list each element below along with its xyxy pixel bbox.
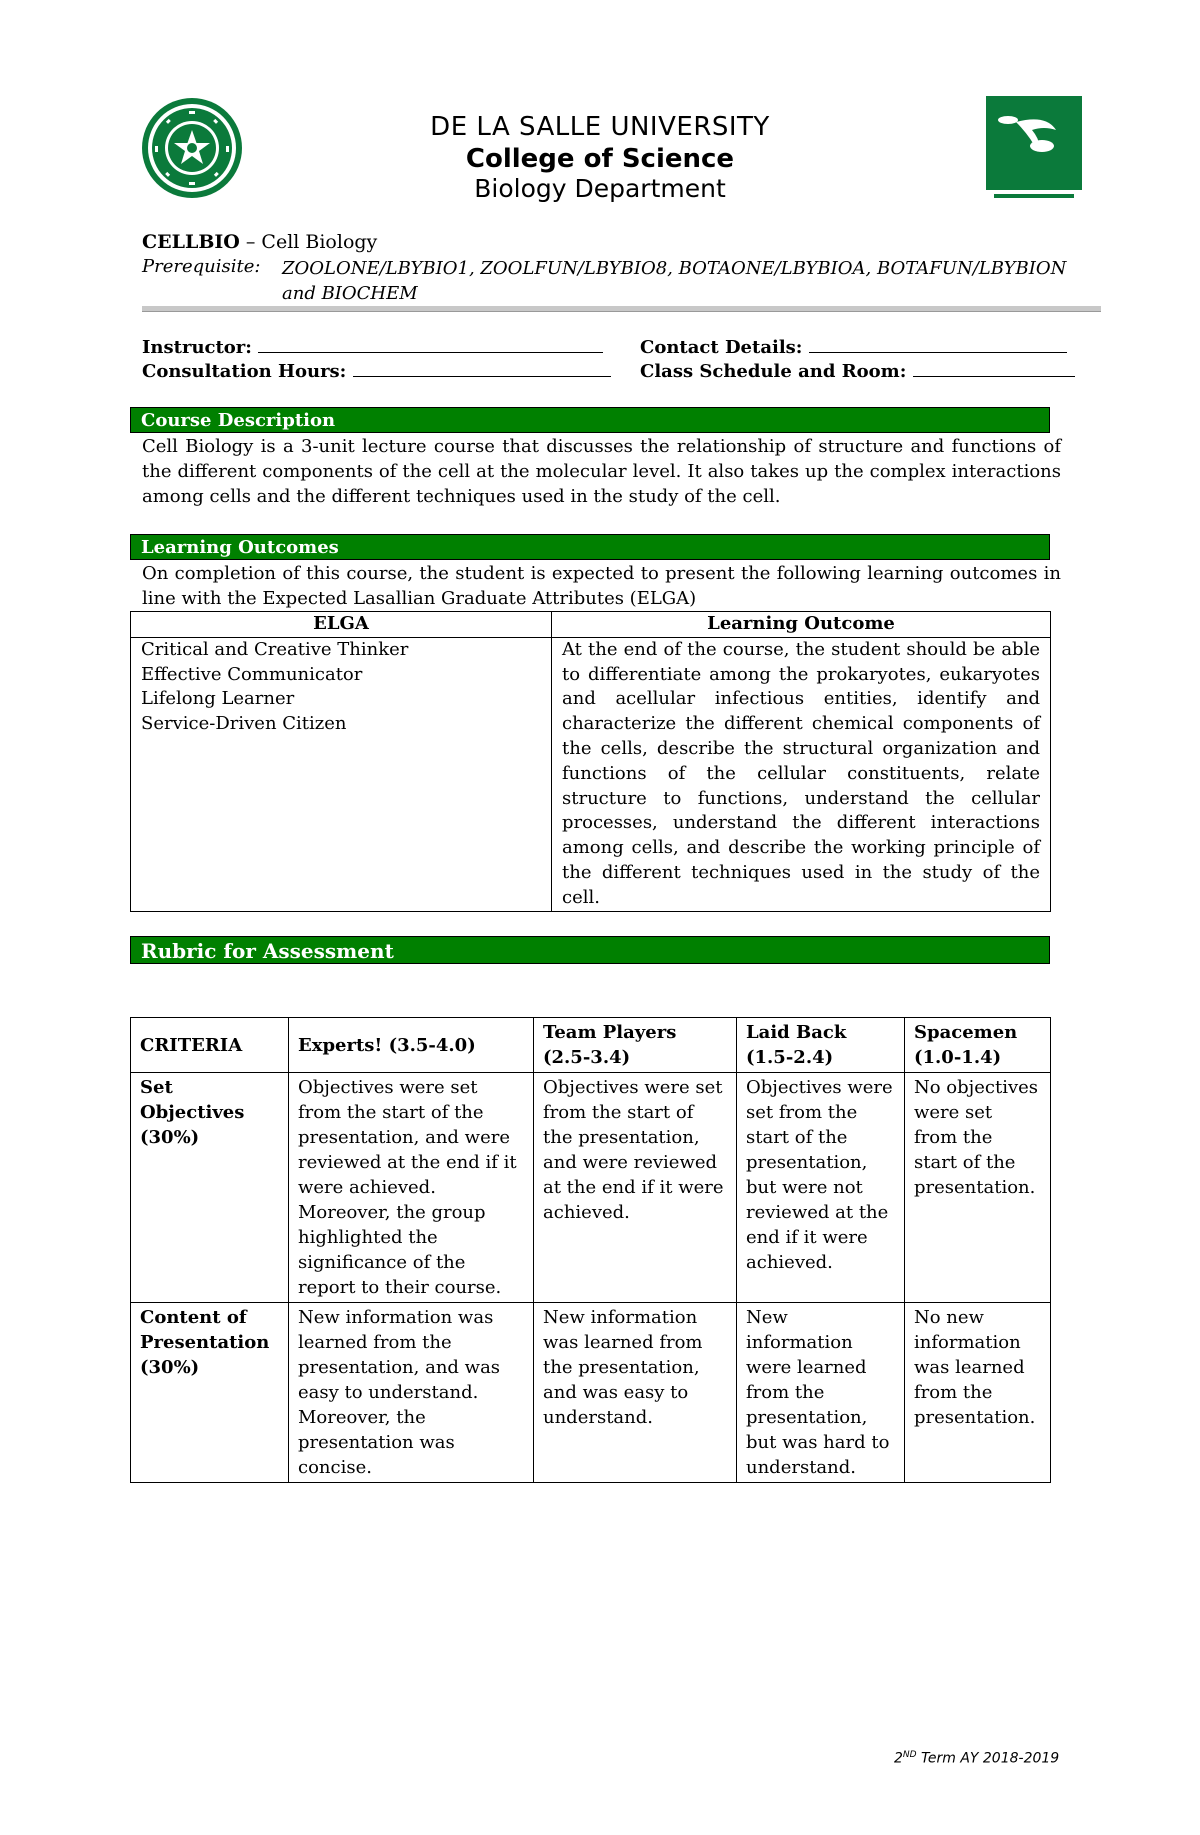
rubric-row-set-objectives [131,1073,1051,1303]
rubric-cell: No objectives were set from the start of the presentation. [905,1073,1051,1303]
term-rest: Term AY 2018-2019 [916,1750,1060,1767]
course-description-heading: Course Description [130,407,1050,433]
course-name: Cell Biology [261,231,378,253]
consultation-label: Consultation Hours: [142,361,347,382]
learning-outcomes-heading: Learning Outcomes [130,534,1050,560]
elga-table [130,611,1051,912]
rubric-header-team-players: Team Players (2.5-3.4) [534,1018,737,1073]
schedule-blank [913,358,1075,377]
department-name: Biology Department [474,174,726,203]
rubric-header-spacemen: Spacemen (1.0-1.4) [905,1018,1051,1073]
term-suffix: ND [902,1750,917,1760]
rubric-header-laid-back: Laid Back (1.5-2.4) [737,1018,905,1073]
elga-item: Critical and Creative Thinker [141,638,409,660]
rubric-cell: Objectives were set from the start of the presentation, but were not reviewed at the end if it were achieved. [737,1073,905,1303]
consultation-field [142,358,611,382]
course-code: CELLBIO [142,231,240,253]
term-footer [894,1750,1059,1767]
elga-item: Effective Communicator [141,663,363,685]
instructor-field [142,334,603,358]
elga-header-row [131,612,1051,638]
term-number: 2 [894,1750,903,1767]
learning-outcome-text: At the end of the course, the student should be able to differentiate among the prokaryotes, eukaryotes and acellular infectious entities, identify and characterize the different chemical components of the cells, describe the structural organization and functions of the cellular constituents, relate structure to functions, understand the cellular processes, understand the different interactions among cells, and describe the working principle of the different techniques used in the study of the cell. [552,637,1051,911]
schedule-label: Class Schedule and Room: [640,361,907,382]
college-name: College of Science [465,144,735,174]
elga-column-header: ELGA [131,612,552,638]
header-divider [142,306,1101,312]
contact-label: Contact Details: [640,337,803,358]
rubric-cell: New information were learned from the presentation, but was hard to understand. [737,1303,905,1483]
rubric-criteria-cell: Set Objectives (30%) [131,1073,289,1303]
elga-item: Service-Driven Citizen [141,713,347,735]
elga-list [131,637,552,911]
rubric-cell: Objectives were set from the start of the presentation, and were reviewed at the end if it were achieved. Moreover, the group highlighted the significance of the report to their course. [289,1073,534,1303]
rubric-cell: New information was learned from the presentation, and was easy to understand. Moreover, the presentation was concise. [289,1303,534,1483]
schedule-field [640,358,1075,382]
rubric-criteria-cell: Content of Presentation (30%) [131,1303,289,1483]
contact-field [640,334,1067,358]
rubric-cell: No new information was learned from the presentation. [905,1303,1051,1483]
prerequisite-value: ZOOLONE/LBYBIO1, ZOOLFUN/LBYBIO8, BOTAONE/LBYBIOA, BOTAFUN/LBYBION and BIOCHEM [282,258,1067,304]
instructor-blank [258,334,603,353]
rubric-table [130,1017,1051,1483]
rubric-header-experts: Experts! (3.5-4.0) [289,1018,534,1073]
university-seal-logo [140,96,244,200]
course-dash: – [239,231,262,253]
instructor-label: Instructor: [142,337,252,358]
rubric-header-criteria: CRITERIA [131,1018,289,1073]
elga-item: Lifelong Learner [141,688,295,710]
contact-blank [809,334,1067,353]
consultation-blank [353,358,611,377]
rubric-cell: New information was learned from the presentation, and was easy to understand. [534,1303,737,1483]
rubric-header-row [131,1018,1051,1073]
rubric-row-content [131,1303,1051,1483]
prerequisite-label: Prerequisite: [142,256,261,277]
college-of-science-logo [986,96,1082,204]
outcome-column-header: Learning Outcome [552,612,1051,638]
course-title [142,231,377,253]
rubric-heading: Rubric for Assessment [130,936,1050,964]
course-description-text: Cell Biology is a 3-unit lecture course that discusses the relationship of structure and functions of the different components of the cell at the molecular level. It also takes up the complex interactions among cells and the different techniques used in the study of the cell. [142,436,1061,507]
learning-outcomes-intro: On completion of this course, the student is expected to present the following learning outcomes in line with the Expected Lasallian Graduate Attributes (ELGA) [142,563,1061,609]
elga-body-row [131,637,1051,911]
rubric-cell: Objectives were set from the start of the presentation, and were reviewed at the end if it were achieved. [534,1073,737,1303]
university-name: DE LA SALLE UNIVERSITY [430,112,770,142]
